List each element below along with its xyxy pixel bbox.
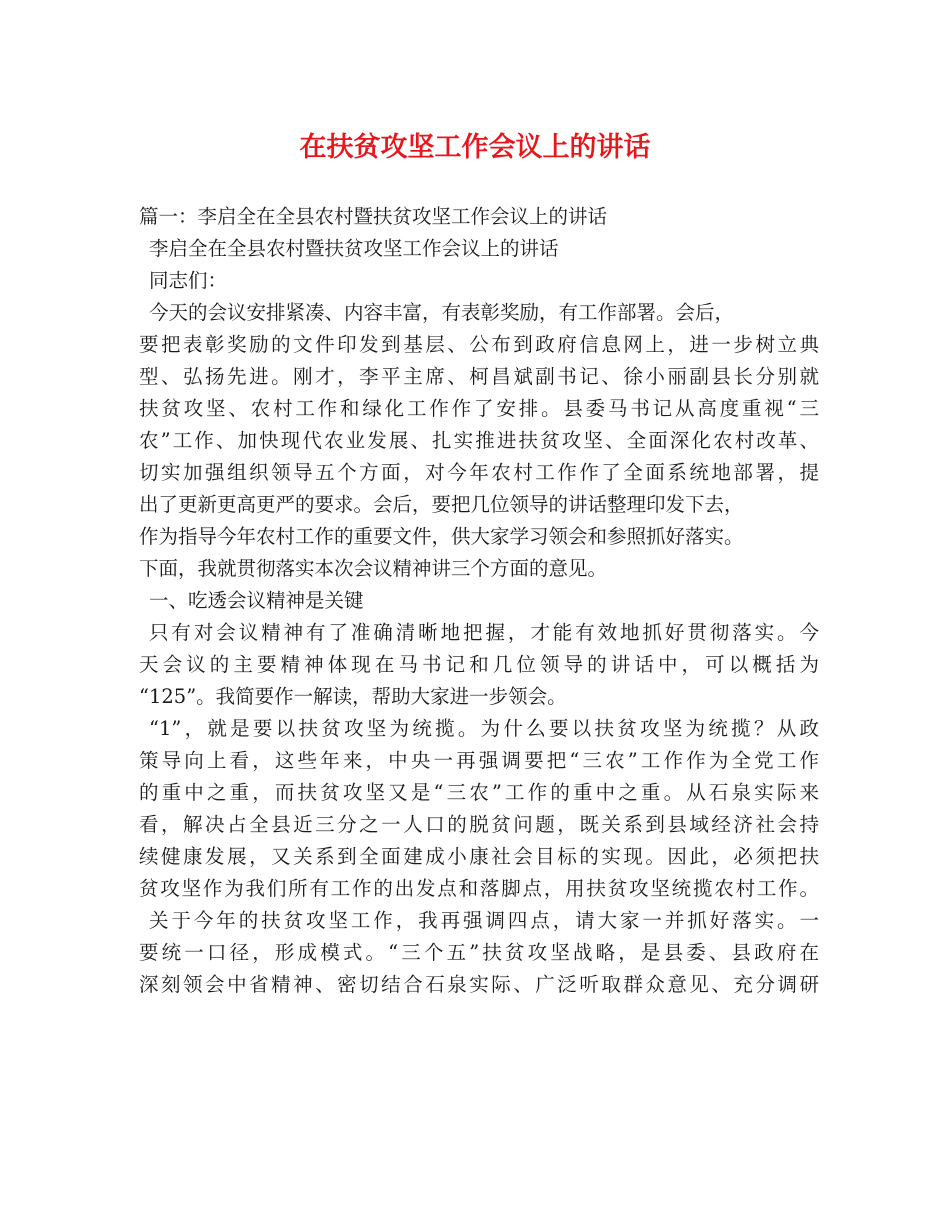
paragraph-line: 只有对会议精神有了准确清晰地把握，才能有效地抓好贯彻落实。今 — [149, 621, 819, 644]
paragraph-line: 贫攻坚作为我们所有工作的出发点和落脚点，用扶贫攻坚统揽农村工作。 — [139, 877, 819, 900]
speech-title: 李启全在全县农村暨扶贫攻坚工作会议上的讲话 — [149, 237, 559, 260]
document-body — [139, 201, 819, 1001]
paragraph-line: 型、弘扬先进。刚才，李平主席、柯昌斌副书记、徐小丽副县长分别就 — [139, 365, 819, 388]
paragraph-line: 作为指导今年农村工作的重要文件，供大家学习领会和参照抓好落实。 — [139, 525, 744, 548]
paragraph-line: 深刻领会中省精神、密切结合石泉实际、广泛听取群众意见、充分调研 — [139, 973, 819, 996]
paragraph-line: 农”工作、加快现代农业发展、扎实推进扶贫攻坚、全面深化农村改革、 — [139, 429, 819, 452]
paragraph-line: 今天的会议安排紧凑、内容丰富，有表彰奖励，有工作部署。会后， — [149, 301, 735, 324]
paragraph-line: 看，解决占全县近三分之一人口的脱贫问题，既关系到县域经济社会持 — [139, 813, 819, 836]
salutation: 同志们： — [149, 269, 228, 292]
paragraph-line: 天会议的主要精神体现在马书记和几位领导的讲话中，可以概括为 — [139, 653, 819, 676]
paragraph-line: 要统一口径，形成模式。“三个五”扶贫攻坚战略，是县委、县政府在 — [139, 941, 819, 964]
paragraph-line: 的重中之重，而扶贫攻坚又是“三农”工作的重中之重。从石泉实际来 — [139, 781, 819, 804]
paragraph-line: 策导向上看，这些年来，中央一再强调要把“三农”工作作为全党工作 — [139, 749, 819, 772]
subsection-heading: 一、吃透会议精神是关键 — [149, 589, 364, 612]
paragraph-line: “125”。我简要作一解读，帮助大家进一步领会。 — [139, 685, 567, 708]
paragraph-line: 扶贫攻坚、农村工作和绿化工作作了安排。县委马书记从高度重视“三 — [139, 397, 819, 420]
paragraph-line: 切实加强组织领导五个方面，对今年农村工作作了全面系统地部署，提 — [139, 461, 819, 484]
section-heading: 篇一：李启全在全县农村暨扶贫攻坚工作会议上的讲话 — [139, 205, 608, 228]
paragraph-line: “1”，就是要以扶贫攻坚为统揽。为什么要以扶贫攻坚为统揽？从政 — [149, 717, 819, 740]
paragraph-line: 出了更新更高更严的要求。会后，要把几位领导的讲话整理印发下去， — [139, 493, 744, 516]
paragraph-line: 续健康发展，又关系到全面建成小康社会目标的实现。因此，必须把扶 — [139, 845, 819, 868]
paragraph-line: 关于今年的扶贫攻坚工作，我再强调四点，请大家一并抓好落实。一 — [149, 909, 819, 932]
paragraph-line: 要把表彰奖励的文件印发到基层、公布到政府信息网上，进一步树立典 — [139, 333, 819, 356]
document-title: 在扶贫攻坚工作会议上的讲话 — [299, 132, 651, 163]
paragraph-line: 下面，我就贯彻落实本次会议精神讲三个方面的意见。 — [139, 557, 608, 580]
